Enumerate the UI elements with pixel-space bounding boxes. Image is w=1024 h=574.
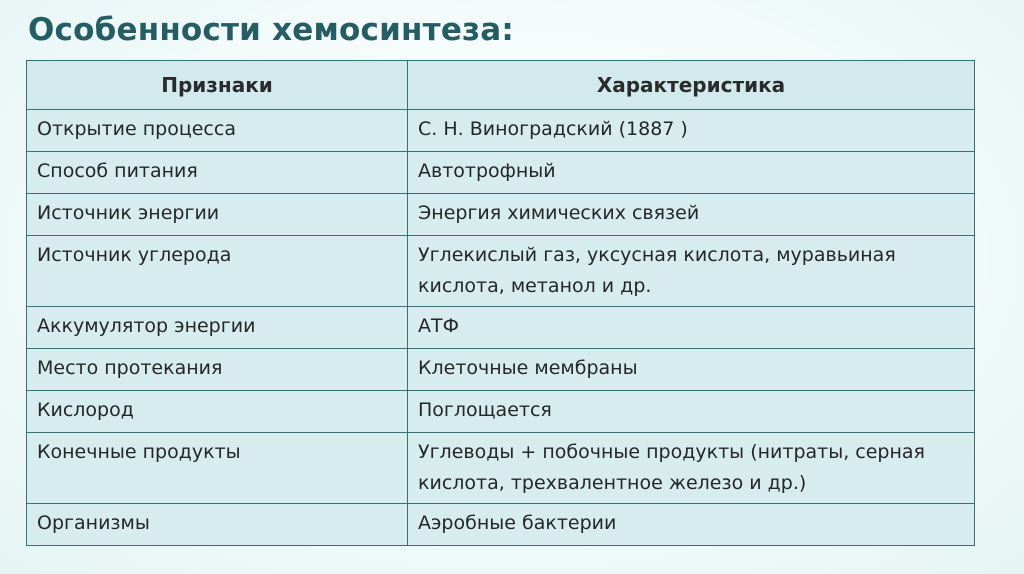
table-row (27, 236, 975, 307)
feature-cell: Аккумулятор энергии (27, 307, 408, 349)
value-cell: Клеточные мембраны (408, 349, 975, 391)
feature-cell: Конечные продукты (27, 433, 408, 504)
feature-cell: Организмы (27, 504, 408, 546)
features-table (26, 60, 975, 546)
column-header-features: Признаки (27, 61, 408, 110)
table-row (27, 152, 975, 194)
column-header-characteristics: Характеристика (408, 61, 975, 110)
table-header-row (27, 61, 975, 110)
table-row (27, 307, 975, 349)
feature-cell: Способ питания (27, 152, 408, 194)
feature-cell: Источник энергии (27, 194, 408, 236)
value-cell: Углеводы + побочные продукты (нитраты, серная кислота, трехвалентное железо и др.) (408, 433, 975, 504)
page-title: Особенности хемосинтеза: (28, 12, 514, 48)
value-cell: С. Н. Виноградский (1887 ) (408, 110, 975, 152)
value-cell: АТФ (408, 307, 975, 349)
value-cell: Энергия химических связей (408, 194, 975, 236)
table-row (27, 110, 975, 152)
table-row (27, 194, 975, 236)
value-cell: Поглощается (408, 391, 975, 433)
feature-cell: Открытие процесса (27, 110, 408, 152)
table-row (27, 504, 975, 546)
feature-cell: Кислород (27, 391, 408, 433)
table-row (27, 391, 975, 433)
value-cell: Аэробные бактерии (408, 504, 975, 546)
value-cell: Автотрофный (408, 152, 975, 194)
table-row (27, 433, 975, 504)
feature-cell: Место протекания (27, 349, 408, 391)
feature-cell: Источник углерода (27, 236, 408, 307)
value-cell: Углекислый газ, уксусная кислота, муравьиная кислота, метанол и др. (408, 236, 975, 307)
table-row (27, 349, 975, 391)
